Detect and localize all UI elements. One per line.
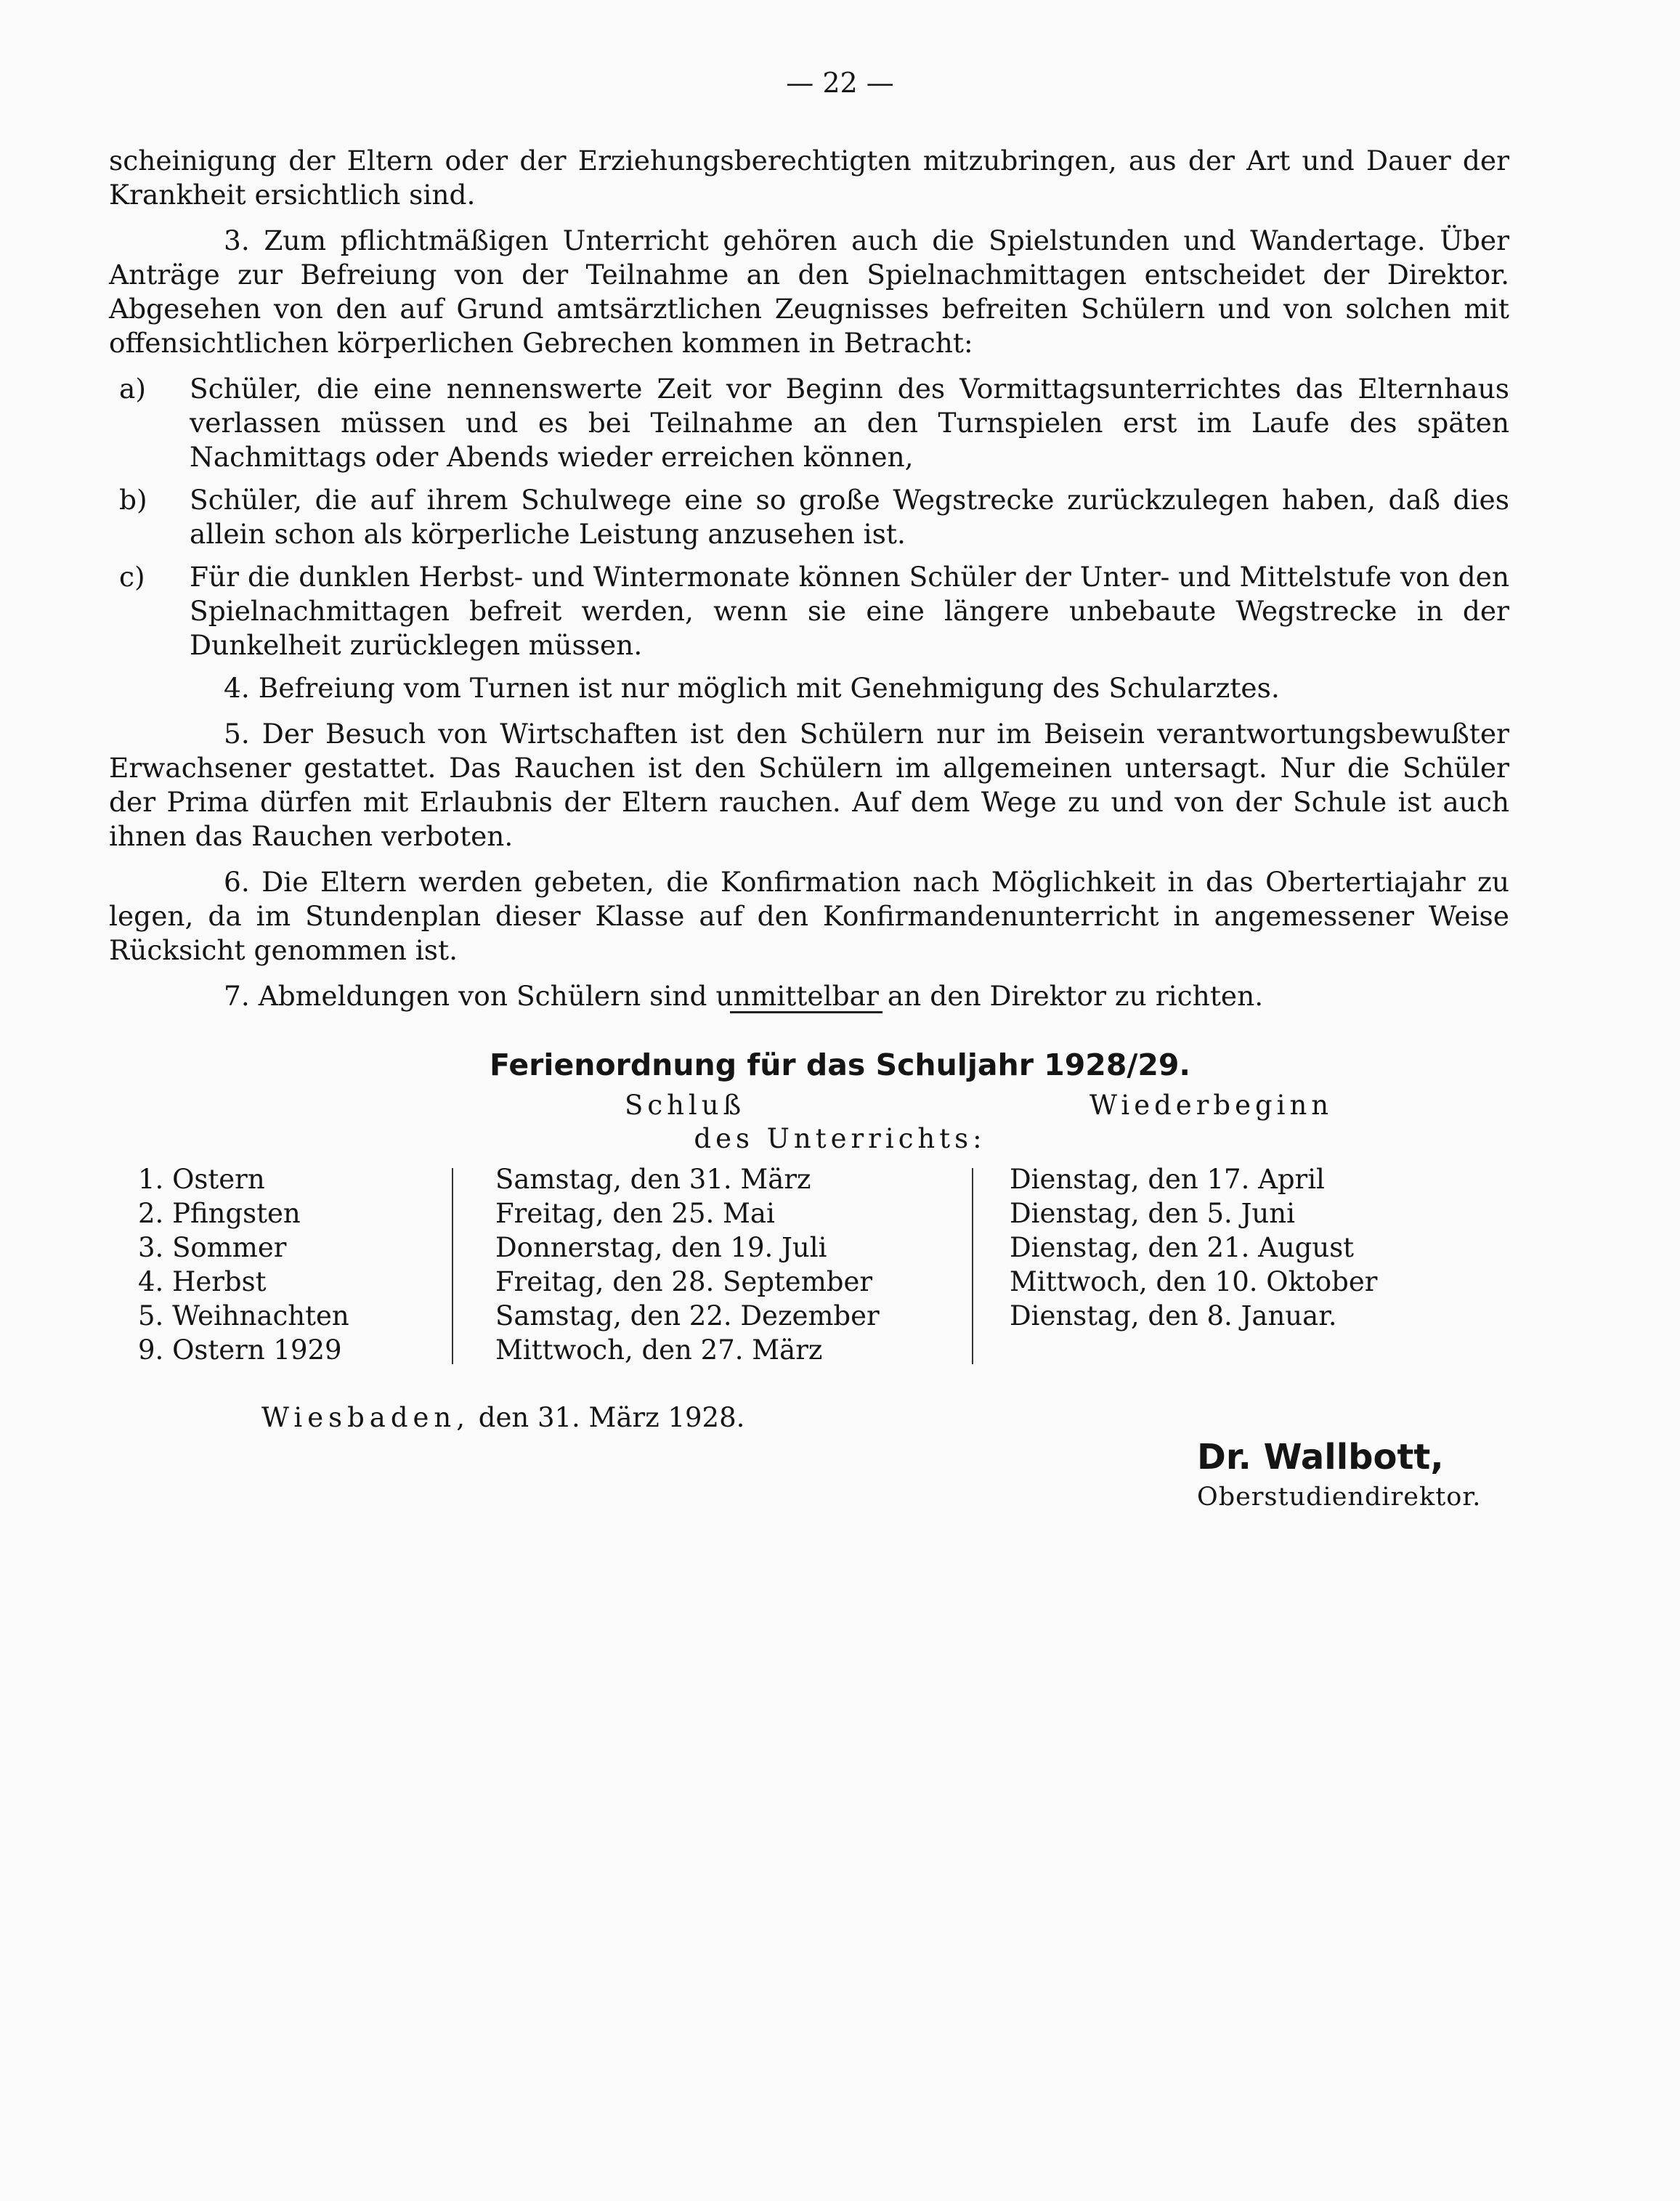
holiday-names-column bbox=[138, 1162, 349, 1367]
header-unterricht: des Unterrichts: bbox=[694, 1123, 986, 1154]
holiday-name: 3. Sommer bbox=[138, 1232, 287, 1263]
section-divider bbox=[730, 1011, 882, 1013]
holiday-end-date: Donnerstag, den 19. Juli bbox=[495, 1232, 827, 1263]
signature-name: Dr. Wallbott, bbox=[1197, 1437, 1444, 1478]
page-number: — 22 — bbox=[786, 67, 894, 99]
list-item-c bbox=[109, 560, 1509, 662]
list-label-b: b) bbox=[119, 484, 147, 516]
closing-date: den 31. März 1928. bbox=[478, 1402, 745, 1433]
signature-title: Oberstudiendirektor. bbox=[1197, 1483, 1482, 1512]
holiday-name: 1. Ostern bbox=[138, 1164, 265, 1195]
rules-text bbox=[109, 144, 1509, 1025]
list-item-a bbox=[109, 372, 1509, 474]
holiday-restart-column bbox=[1010, 1162, 1377, 1333]
holiday-restart-date: Dienstag, den 17. April bbox=[1010, 1164, 1325, 1195]
holiday-name: 9. Ostern 1929 bbox=[138, 1334, 342, 1366]
holiday-end-date: Freitag, den 25. Mai bbox=[495, 1198, 775, 1229]
column-divider-right bbox=[972, 1168, 973, 1364]
list-text-a: Schüler, die eine nennenswerte Zeit vor Beginn des Vormittagsunterrichtes das Elternhaus verlassen müssen und es bei Teilnahme an den Turnspielen erst im Laufe des späten Nachmittags oder Abends wieder erreichen können, bbox=[190, 373, 1509, 473]
holiday-restart-date: Dienstag, den 8. Januar. bbox=[1010, 1300, 1337, 1331]
holiday-schedule-title: Ferienordnung für das Schuljahr 1928/29. bbox=[490, 1047, 1190, 1082]
holiday-name: 5. Weihnachten bbox=[138, 1300, 349, 1331]
paragraph-3: 3. Zum pflichtmäßigen Unterricht gehören auch die Spielstunden und Wandertage. Über Anträge zur Befreiung von der Teilnahme an den Spielnachmittagen entscheidet der Direktor. Abgesehen von den auf Grund amtsärztlichen Zeugnisses befreiten Schülern und von solchen mit offensichtlichen körperlichen Gebrechen kommen in Betracht: bbox=[109, 224, 1509, 359]
place-name: Wiesbaden, bbox=[261, 1402, 471, 1433]
list-text-c: Für die dunklen Herbst- und Wintermonate können Schüler der Unter- und Mittelstufe von den Spielnachmittagen befreit werden, wenn sie eine längere unbebaute Wegstrecke in der Dunkelheit zurücklegen müssen. bbox=[190, 561, 1509, 661]
paragraph-7: 7. Abmeldungen von Schülern sind unmittelbar an den Direktor zu richten. bbox=[224, 980, 1264, 1012]
holiday-restart-date: Dienstag, den 5. Juni bbox=[1010, 1198, 1295, 1229]
holiday-end-date: Samstag, den 22. Dezember bbox=[495, 1300, 880, 1331]
holiday-end-date: Mittwoch, den 27. März bbox=[495, 1334, 823, 1366]
paragraph-4: 4. Befreiung vom Turnen ist nur möglich mit Genehmigung des Schularztes. bbox=[224, 672, 1280, 704]
list-label-c: c) bbox=[119, 561, 145, 593]
list-label-a: a) bbox=[119, 373, 146, 405]
holiday-end-column bbox=[495, 1162, 880, 1367]
place-date bbox=[261, 1402, 744, 1433]
holiday-restart-date: Mittwoch, den 10. Oktober bbox=[1010, 1266, 1378, 1297]
column-divider-left bbox=[452, 1168, 453, 1364]
header-wiederbeginn: Wiederbeginn bbox=[1089, 1090, 1334, 1121]
holiday-end-date: Samstag, den 31. März bbox=[495, 1164, 811, 1195]
list-text-b: Schüler, die auf ihrem Schulwege eine so große Wegstrecke zurückzulegen haben, daß dies allein schon als körperliche Leistung anzusehen ist. bbox=[190, 484, 1509, 550]
header-schluss: Schluß bbox=[625, 1090, 746, 1121]
paragraph-continuation: scheinigung der Eltern oder der Erziehungsberechtigten mitzubringen, aus der Art und Dauer der Krankheit ersichtlich sind. bbox=[109, 145, 1509, 211]
list-item-b bbox=[109, 483, 1509, 551]
holiday-name: 4. Herbst bbox=[138, 1266, 267, 1297]
holiday-name: 2. Pfingsten bbox=[138, 1198, 301, 1229]
paragraph-5: 5. Der Besuch von Wirtschaften ist den Schülern nur im Beisein verantwortungsbewußter Erwachsener gestattet. Das Rauchen ist den Schülern im allgemeinen untersagt. Nur die Schüler der Prima dürfen mit Erlaubnis der Eltern rauchen. Auf dem Wege zu und von der Schule ist auch ihnen das Rauchen verboten. bbox=[109, 718, 1509, 852]
holiday-restart-date: Dienstag, den 21. August bbox=[1010, 1232, 1355, 1263]
paragraph-6: 6. Die Eltern werden gebeten, die Konfirmation nach Möglichkeit in das Obertertiajahr zu legen, da im Stundenplan dieser Klasse auf den Konfirmandenunterricht in angemessener Weise Rücksicht genommen ist. bbox=[109, 866, 1509, 966]
holiday-end-date: Freitag, den 28. September bbox=[495, 1266, 873, 1297]
